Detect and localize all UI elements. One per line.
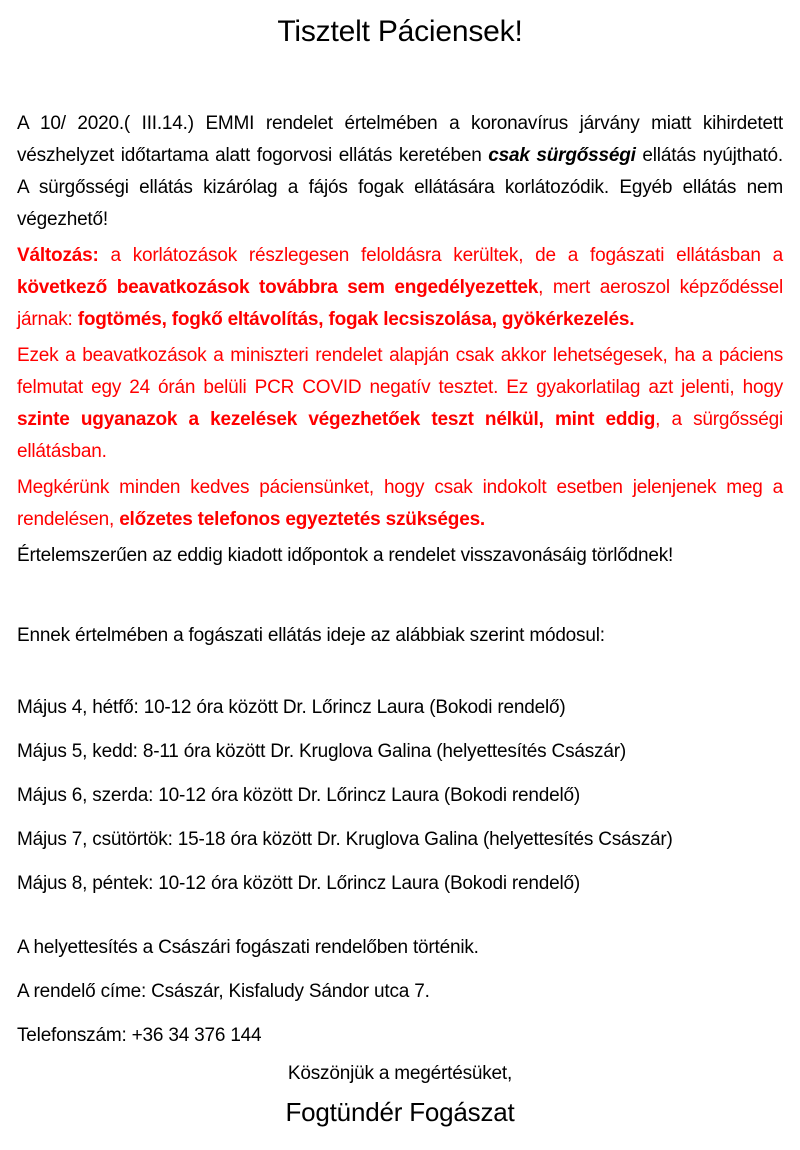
clinic-name: Fogtündér Fogászat <box>285 1097 515 1127</box>
clinic-phone: Telefonszám: +36 34 376 144 <box>17 1025 262 1046</box>
schedule-line-thursday: Május 7, csütörtök: 15-18 óra között Dr. Kruglova Galina (helyettesítés Császár) <box>17 829 673 850</box>
paragraph-cancellation: Értelemszerűen az eddig kiadott időpontok a rendelet visszavonásáig törlődnek! <box>17 545 674 566</box>
text-run: Változás: <box>17 245 99 266</box>
contact-info <box>17 932 783 1052</box>
schedule-line-tuesday: Május 5, kedd: 8-11 óra között Dr. Kruglova Galina (helyettesítés Császár) <box>17 741 626 762</box>
text-run: a korlátozások részlegesen feloldásra kerültek, de a fogászati ellátásban a <box>98 245 783 266</box>
text-run: , a sürgősségi ellátásban. <box>17 409 783 462</box>
schedule-list <box>17 692 783 900</box>
text-run: Megkérünk minden kedves páciensünket, hogy csak indokolt esetben jelenjenek meg a rendelésen, <box>17 477 783 530</box>
text-run: A 10/ 2020.( III.14.) EMMI rendelet értelmében a koronavírus járvány miatt kihirdetett vészhelyzet időtartama alatt fogorvosi ellátás keretében <box>17 113 783 166</box>
paragraph-pcr-test <box>17 340 783 468</box>
text-run: csak sürgősségi <box>488 145 636 166</box>
paragraph-schedule-intro: Ennek értelmében a fogászati ellátás ideje az alábbiak szerint módosul: <box>17 625 605 646</box>
paragraph-appointment-request <box>17 472 783 536</box>
schedule-line-friday: Május 8, péntek: 10-12 óra között Dr. Lőrincz Laura (Bokodi rendelő) <box>17 873 581 894</box>
text-run: Ezek a beavatkozások a miniszteri rendelet alapján csak akkor lehetségesek, ha a páciens felmutat egy 24 órán belüli PCR COVID negatív tesztet. Ez gyakorlatilag azt jelenti, hogy <box>17 345 783 398</box>
paragraph-change-notice <box>17 240 783 336</box>
text-run: szinte ugyanazok a kezelések végezhetőek teszt nélkül, mint eddig <box>17 409 656 430</box>
schedule-line-monday: Május 4, hétfő: 10-12 óra között Dr. Lőrincz Laura (Bokodi rendelő) <box>17 697 566 718</box>
page-title: Tisztelt Páciensek! <box>277 15 523 48</box>
paragraph-intro <box>17 108 783 236</box>
schedule-line-wednesday: Május 6, szerda: 10-12 óra között Dr. Lőrincz Laura (Bokodi rendelő) <box>17 785 581 806</box>
text-run: fogtömés, fogkő eltávolítás, fogak lecsiszolása, gyökérkezelés. <box>77 309 635 330</box>
text-run: következő beavatkozások továbbra sem engedélyezettek <box>17 277 539 298</box>
substitution-note: A helyettesítés a Császári fogászati rendelőben történik. <box>17 937 479 958</box>
text-run: ellátás nyújtható. A sürgősségi ellátás kizárólag a fájós fogak ellátására korlátozódik. Egyéb ellátás nem végezhető! <box>17 145 783 230</box>
closing-thanks: Köszönjük a megértésüket, <box>287 1063 513 1084</box>
text-run: előzetes telefonos egyeztetés szükséges. <box>119 509 486 530</box>
clinic-address: A rendelő címe: Császár, Kisfaludy Sándor utca 7. <box>17 981 430 1002</box>
text-run: , mert aeroszol képződéssel járnak: <box>17 277 783 330</box>
